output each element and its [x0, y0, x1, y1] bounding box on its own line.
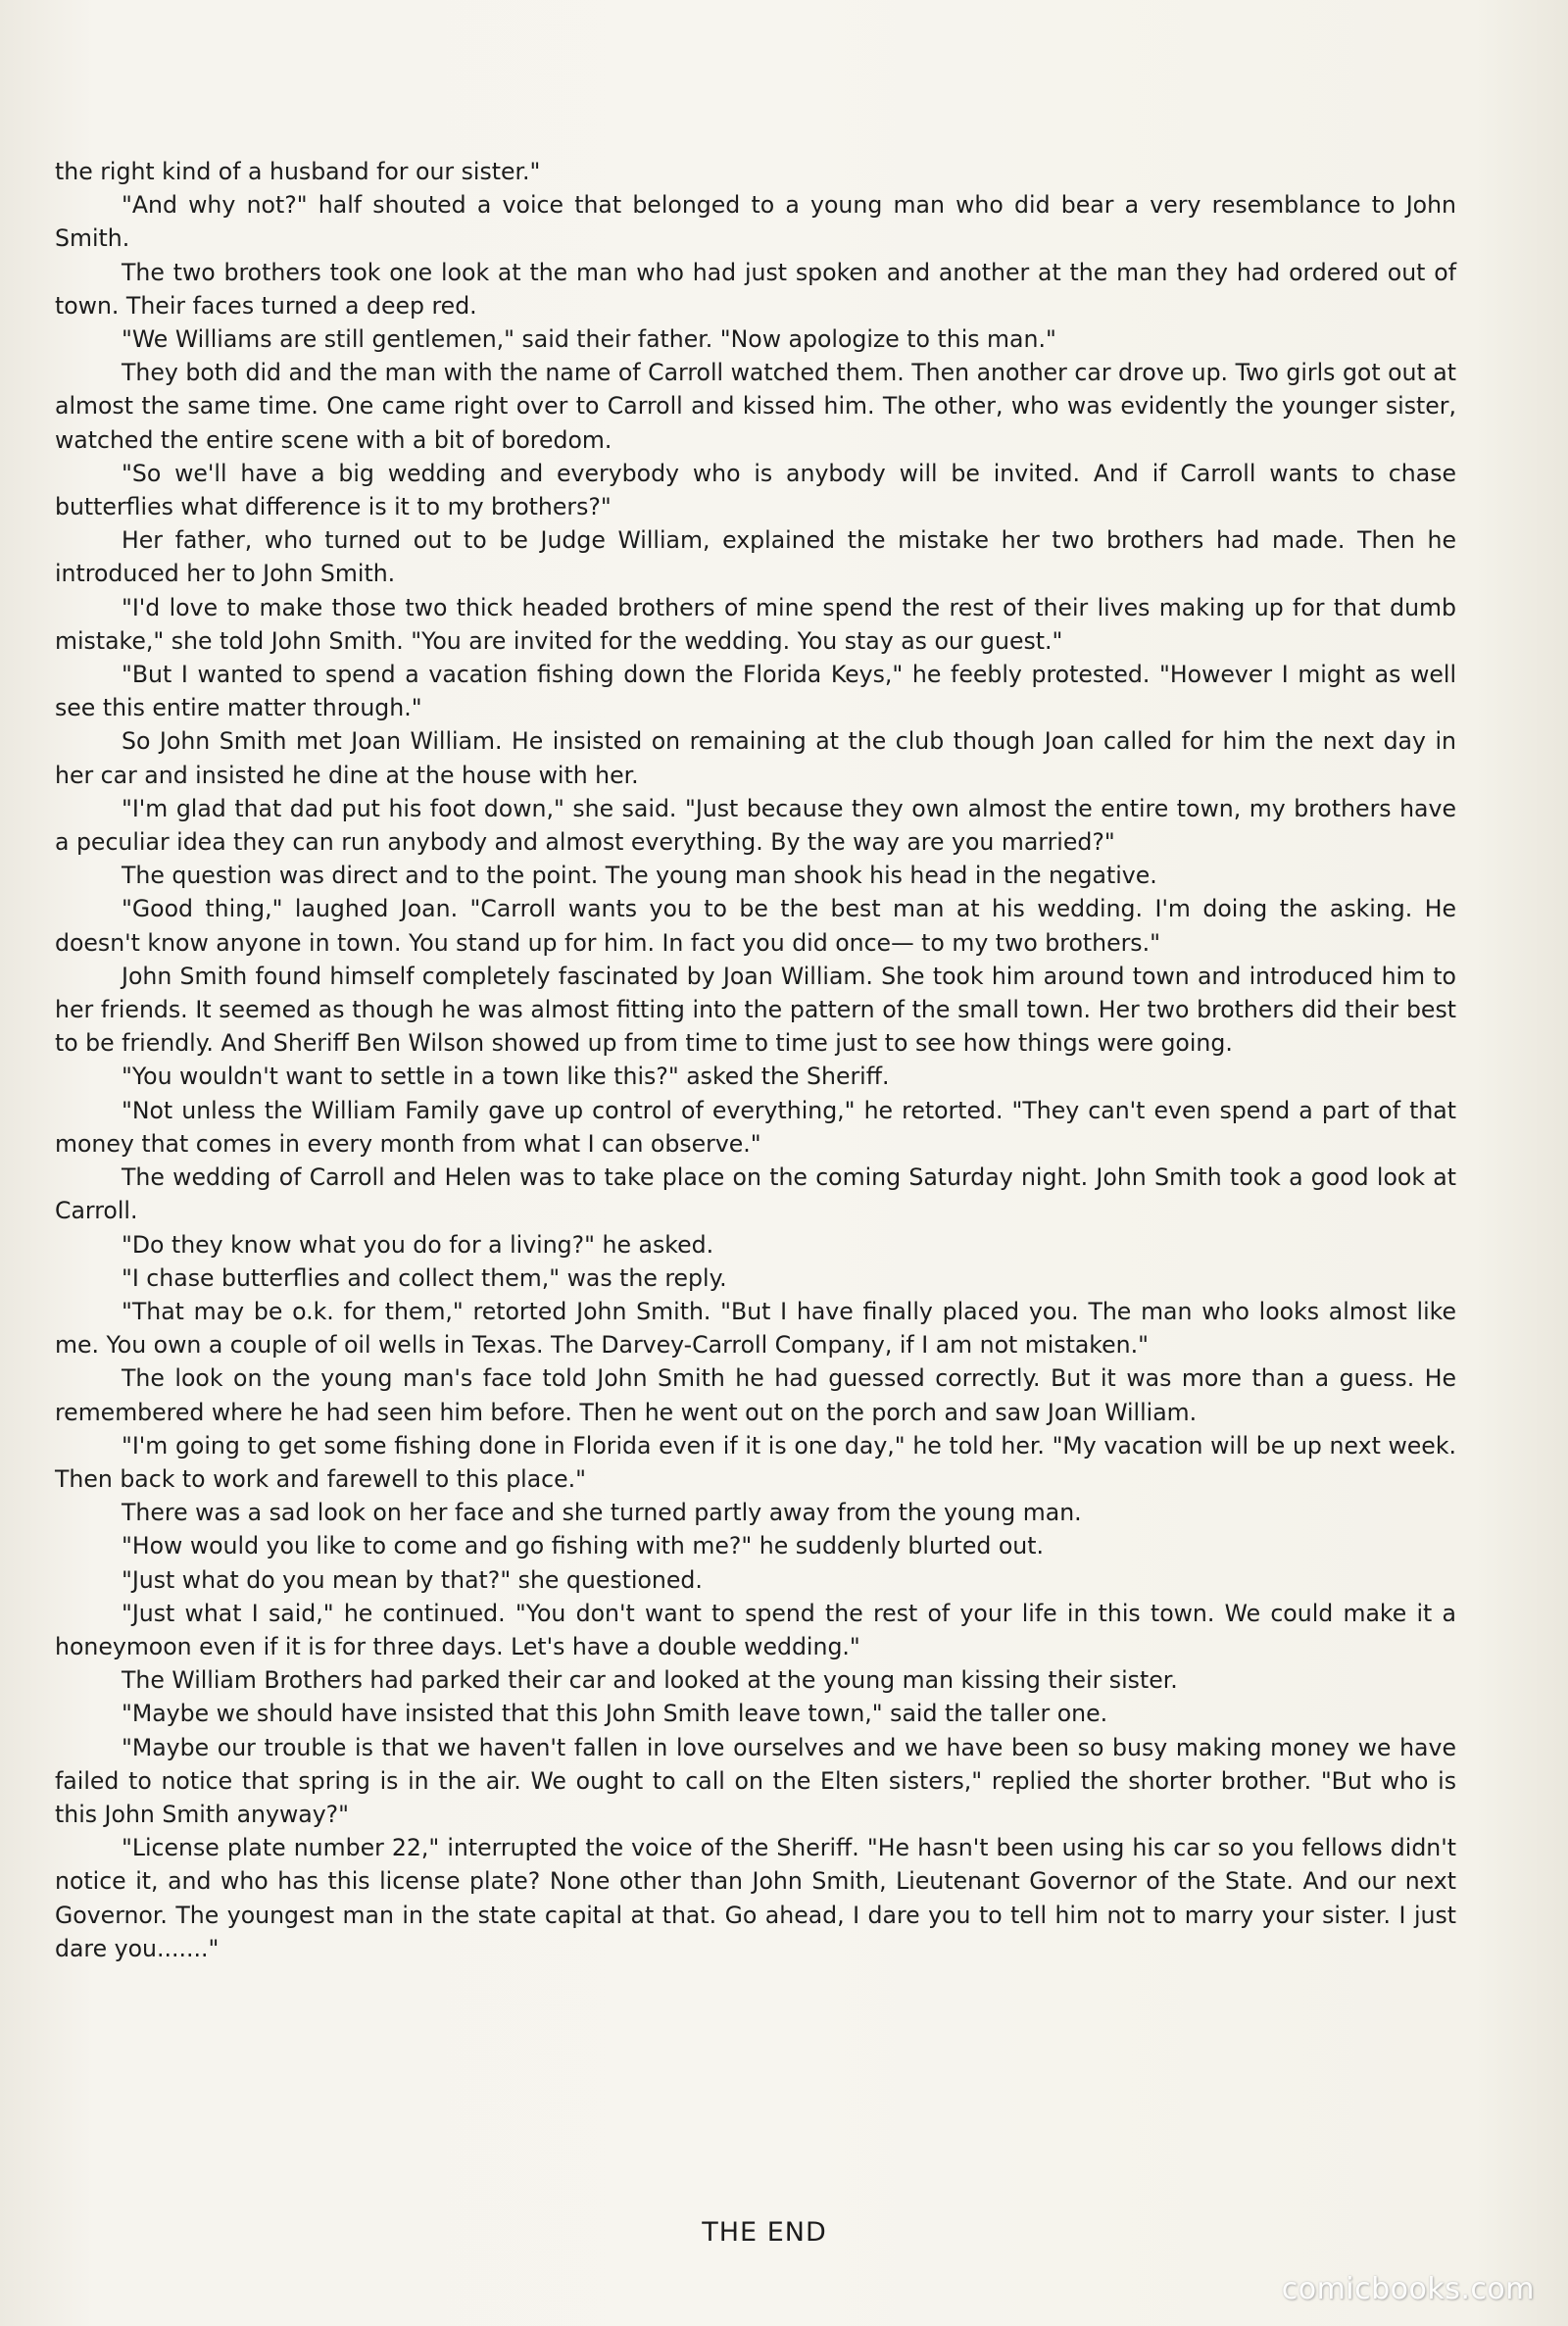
story-paragraph: "License plate number 22," interrupted the voice of the Sheriff. "He hasn't been using his car so you fellows didn't notice it, and who has this license plate? None other than John Smith, Lieutenant Governor of the State. And our next Governor. The youngest man in the state capital at that. Go ahead, I dare you to tell him not to marry your sister. I just dare you.......": [55, 1834, 1456, 1962]
story-paragraph: "So we'll have a big wedding and everybody who is anybody will be invited. And if Carroll wants to chase butterflies what difference is it to my brothers?": [55, 459, 1456, 521]
story-paragraph: "That may be o.k. for them," retorted John Smith. "But I have finally placed you. The man who looks almost like me. You own a couple of oil wells in Texas. The Darvey-Carroll Company, if I am not mistaken.": [55, 1297, 1456, 1360]
story-paragraph: "Maybe our trouble is that we haven't fallen in love ourselves and we have been so busy making money we have failed to notice that spring is in the air. We ought to call on the Elten sisters," replied the shorter brother. "But who is this John Smith anyway?": [55, 1733, 1456, 1828]
story-paragraph: "I chase butterflies and collect them," was the reply.: [122, 1263, 727, 1292]
story-paragraph: "And why not?" half shouted a voice that belonged to a young man who did bear a very resemblance to John Smith.: [55, 191, 1456, 253]
story-paragraph: The look on the young man's face told John Smith he had guessed correctly. But it was more than a guess. He remembered where he had seen him before. Then he went out on the porch and saw Joan William.: [55, 1364, 1456, 1426]
site-watermark: comicbooks.com: [1281, 2272, 1535, 2306]
story-paragraph: "How would you like to come and go fishing with me?" he suddenly blurted out.: [122, 1532, 1044, 1560]
story-paragraph: "I'd love to make those two thick headed brothers of mine spend the rest of their lives making up for that dumb mistake," she told John Smith. "You are invited for the wedding. You stay as our guest.": [55, 593, 1456, 655]
story-paragraph: "Do they know what you do for a living?" he asked.: [122, 1230, 714, 1259]
story-paragraph: The William Brothers had parked their car and looked at the young man kissing their sister.: [122, 1666, 1178, 1695]
story-paragraph: "I'm glad that dad put his foot down," she said. "Just because they own almost the entire town, my brothers have a peculiar idea they can run anybody and almost everything. By the way are you married?": [55, 794, 1456, 857]
story-paragraph: "But I wanted to spend a vacation fishing down the Florida Keys," he feebly protested. "However I might as well see this entire matter through.": [55, 661, 1456, 722]
story-paragraph: So John Smith met Joan William. He insisted on remaining at the club though Joan called for him the next day in her car and insisted he dine at the house with her.: [55, 727, 1456, 789]
story-paragraph: They both did and the man with the name of Carroll watched them. Then another car drove up. Two girls got out at almost the same time. One came right over to Carroll and kissed him. The other, who was evidently the younger sister, watched the entire scene with a bit of boredom.: [55, 359, 1456, 454]
story-paragraph: "Maybe we should have insisted that this John Smith leave town," said the taller one.: [122, 1700, 1108, 1728]
story-paragraph: "I'm going to get some fishing done in Florida even if it is one day," he told her. "My vacation will be up next week. Then back to work and farewell to this place.": [55, 1431, 1456, 1493]
story-paragraph: John Smith found himself completely fascinated by Joan William. She took him around town and introduced him to her friends. It seemed as though he was almost fitting into the pattern of the small town. Her two brothers did their best to be friendly. And Sheriff Ben Wilson showed up from time to time just to see how things were going.: [55, 962, 1456, 1058]
story-paragraph: "Just what do you mean by that?" she questioned.: [122, 1565, 703, 1594]
the-end-heading: THE END: [702, 2217, 827, 2248]
story-paragraph: The wedding of Carroll and Helen was to take place on the coming Saturday night. John Smith took a good look at Carroll.: [55, 1163, 1456, 1225]
story-paragraph: "You wouldn't want to settle in a town like this?" asked the Sheriff.: [122, 1063, 890, 1091]
story-paragraph: the right kind of a husband for our sister.": [55, 158, 541, 185]
story-paragraph: Her father, who turned out to be Judge William, explained the mistake her two brothers had made. Then he introduced her to John Smith.: [55, 526, 1456, 588]
story-text-block: [55, 155, 1456, 1965]
story-paragraph: The two brothers took one look at the man who had just spoken and another at the man they had ordered out of town. Their faces turned a deep red.: [55, 258, 1456, 320]
story-paragraph: There was a sad look on her face and she turned partly away from the young man.: [122, 1499, 1082, 1527]
story-paragraph: The question was direct and to the point. The young man shook his head in the negative.: [122, 862, 1157, 890]
story-paragraph: "Not unless the William Family gave up control of everything," he retorted. "They can't even spend a part of that money that comes in every month from what I can observe.": [55, 1096, 1456, 1158]
story-paragraph: "Just what I said," he continued. "You don't want to spend the rest of your life in this town. We could make it a honeymoon even if it is for three days. Let's have a double wedding.": [55, 1599, 1456, 1660]
story-paragraph: "Good thing," laughed Joan. "Carroll wants you to be the best man at his wedding. I'm doing the asking. He doesn't know anyone in town. You stand up for him. In fact you did once— to my two brothers.": [55, 895, 1456, 957]
story-paragraph: "We Williams are still gentlemen," said their father. "Now apologize to this man.": [122, 325, 1056, 354]
